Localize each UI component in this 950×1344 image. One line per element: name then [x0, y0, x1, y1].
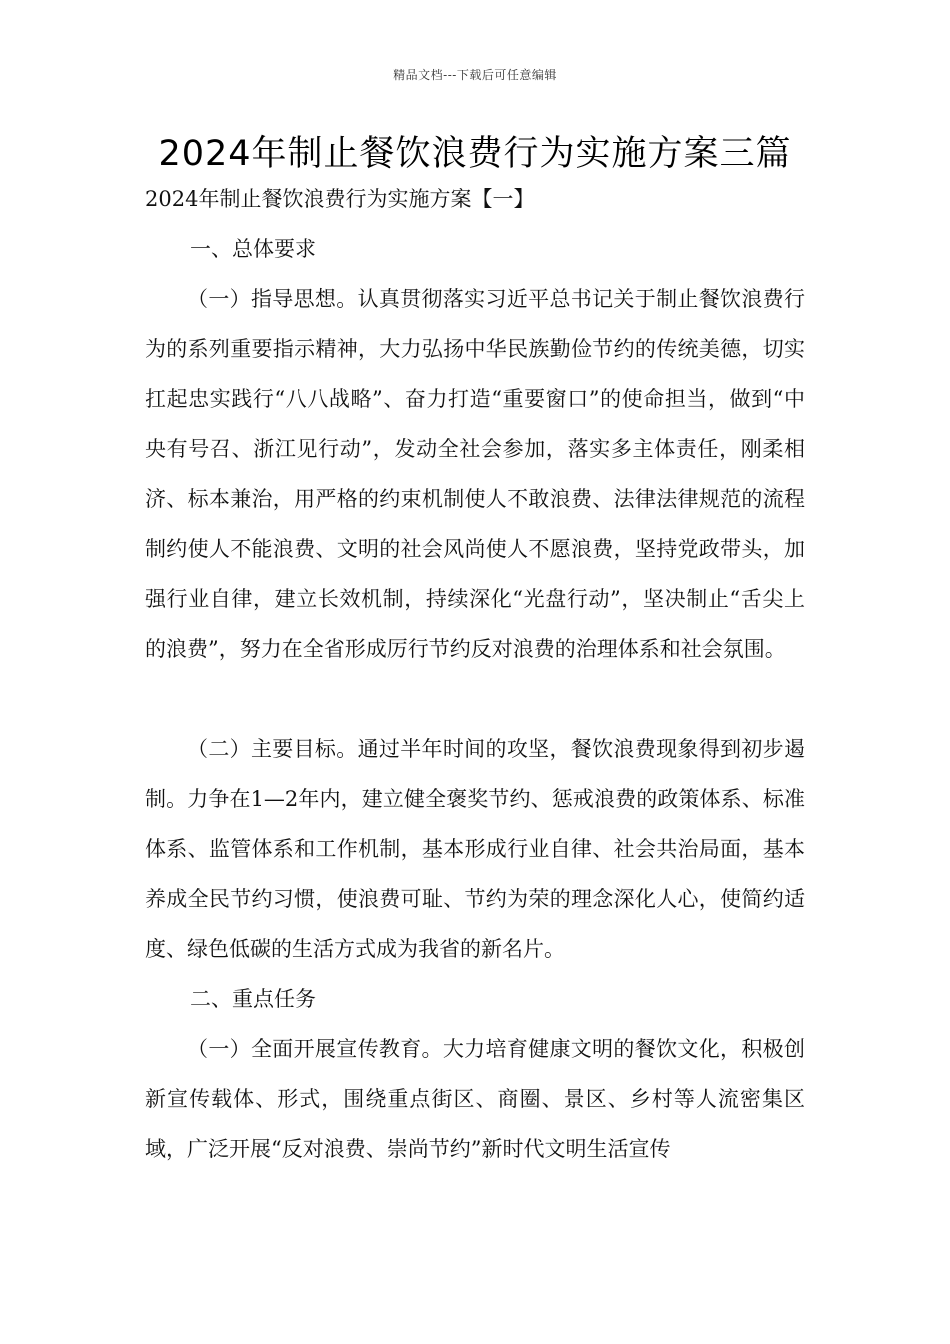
document-subtitle: 2024年制止餐饮浪费行为实施方案【一】: [145, 187, 535, 211]
section-heading-general-requirements: 一、总体要求: [190, 237, 316, 261]
document-body: [145, 174, 805, 1174]
paragraph-guiding-ideology: （一）指导思想。认真贯彻落实习近平总书记关于制止餐饮浪费行为的系列重要指示精神，大力弘扬中华民族勤俭节约的传统美德，切实扛起忠实践行“八八战略”、奋力打造“重要窗口”的使命担当，做到“中央有号召、浙江见行动”，发动全社会参加，落实多主体责任，刚柔相济、标本兼治，用严格的约束机制使人不敢浪费、法律法律规范的流程制约使人不能浪费、文明的社会风尚使人不愿浪费，坚持党政带头，加强行业自律，建立长效机制，持续深化“光盘行动”，坚决制止“舌尖上的浪费”，努力在全省形成厉行节约反对浪费的治理体系和社会氛围。: [145, 287, 805, 661]
paragraph-spacer: [145, 674, 805, 724]
document-title: 2024年制止餐饮浪费行为实施方案三篇: [158, 134, 792, 174]
section-heading-key-tasks: 二、重点任务: [190, 987, 316, 1011]
paragraph-main-goals: （二）主要目标。通过半年时间的攻坚，餐饮浪费现象得到初步遏制。力争在1—2年内，建立健全褒奖节约、惩戒浪费的政策体系、标准体系、监管体系和工作机制，基本形成行业自律、社会共治局面，基本养成全民节约习惯，使浪费可耻、节约为荣的理念深化人心，使简约适度、绿色低碳的生活方式成为我省的新名片。: [145, 737, 805, 961]
paragraph-publicity-education: （一）全面开展宣传教育。大力培育健康文明的餐饮文化，积极创新宣传载体、形式，围绕重点街区、商圈、景区、乡村等人流密集区域，广泛开展“反对浪费、崇尚节约”新时代文明生活宣传: [145, 1037, 805, 1161]
page-header: 精品文档---下载后可任意编辑: [393, 68, 557, 82]
